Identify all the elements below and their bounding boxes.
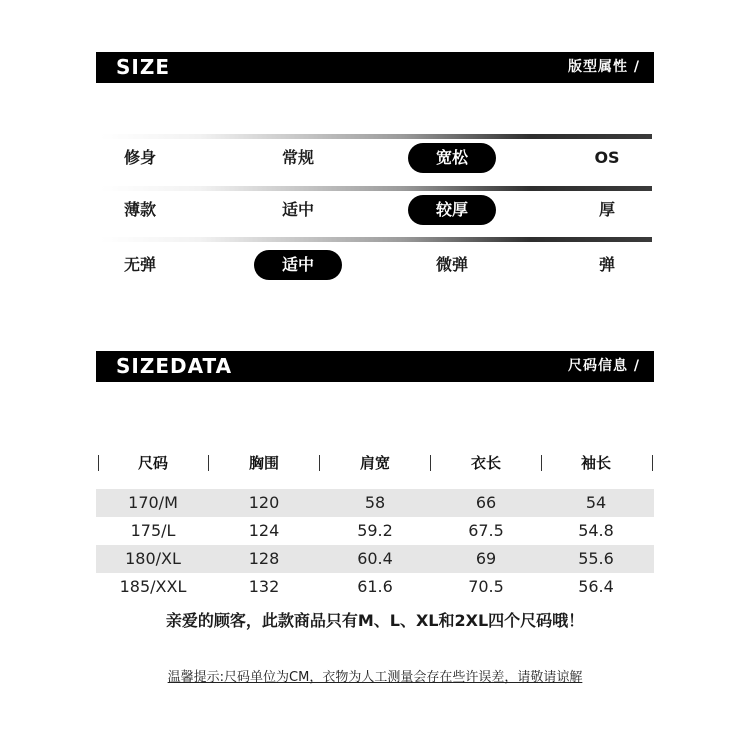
table-cell: 180/XL (125, 549, 181, 568)
sizedata-banner-subtitle: 尺码信息 / (568, 358, 640, 374)
table-cell: 132 (248, 577, 280, 596)
table-cell: 58 (364, 493, 386, 512)
table-cell: 61.6 (357, 577, 393, 596)
sizedata-banner (96, 351, 654, 382)
attr-option: 微弹 (435, 255, 469, 274)
column-separator (430, 455, 431, 471)
table-cell: 54 (585, 493, 607, 512)
table-row (96, 489, 654, 517)
column-separator (208, 455, 209, 471)
column-header: 袖长 (580, 454, 612, 472)
sizedata-banner-title: SIZEDATA (116, 354, 233, 378)
attr-option-selected: 适中 (254, 250, 342, 280)
divider-line (100, 134, 652, 139)
column-header: 尺码 (137, 454, 169, 472)
attr-option: 适中 (281, 200, 315, 219)
table-cell: 56.4 (578, 577, 614, 596)
divider-line (100, 237, 652, 242)
column-separator (652, 455, 653, 471)
measurement-tip (0, 666, 750, 685)
divider-line (100, 186, 652, 191)
attr-row-thickness (96, 195, 654, 225)
size-availability-note: 亲爱的顾客，此款商品只有M、L、XL和2XL四个尺码哦！ (165, 611, 585, 630)
attr-option: 厚 (598, 200, 616, 219)
table-cell: 70.5 (468, 577, 504, 596)
attr-option: 常规 (281, 148, 315, 167)
table-cell: 128 (248, 549, 280, 568)
table-cell: 66 (475, 493, 497, 512)
table-cell: 124 (248, 521, 280, 540)
table-cell: 120 (248, 493, 280, 512)
attr-option-selected: 较厚 (408, 195, 496, 225)
table-cell: 185/XXL (119, 577, 187, 596)
attr-option: 薄款 (124, 200, 157, 219)
column-separator (541, 455, 542, 471)
attr-option: OS (594, 148, 620, 167)
column-header: 衣长 (470, 454, 502, 472)
attr-row-elasticity (96, 250, 654, 280)
column-header: 胸围 (248, 454, 280, 472)
column-separator (319, 455, 320, 471)
table-row (96, 573, 654, 601)
table-row (96, 545, 654, 573)
column-header: 肩宽 (359, 454, 391, 472)
attr-option: 无弹 (124, 255, 157, 274)
table-cell: 170/M (128, 493, 178, 512)
size-banner (96, 52, 654, 83)
attr-option-selected: 宽松 (408, 143, 496, 173)
size-banner-subtitle: 版型属性 / (568, 59, 640, 75)
table-cell: 60.4 (357, 549, 393, 568)
size-banner-title: SIZE (116, 55, 171, 79)
table-cell: 59.2 (357, 521, 393, 540)
table-row (96, 517, 654, 545)
attr-option: 弹 (598, 255, 616, 274)
size-table-header (96, 450, 654, 476)
measurement-tip-text: 温馨提示:尺码单位为CM，衣物为人工测量会存在些许误差，请敬请谅解 (167, 670, 583, 685)
table-cell: 54.8 (578, 521, 614, 540)
table-cell: 69 (475, 549, 497, 568)
column-separator (98, 455, 99, 471)
table-cell: 175/L (130, 521, 176, 540)
table-cell: 67.5 (468, 521, 504, 540)
attr-row-fit (96, 143, 654, 173)
attr-option: 修身 (124, 148, 157, 167)
table-cell: 55.6 (578, 549, 614, 568)
